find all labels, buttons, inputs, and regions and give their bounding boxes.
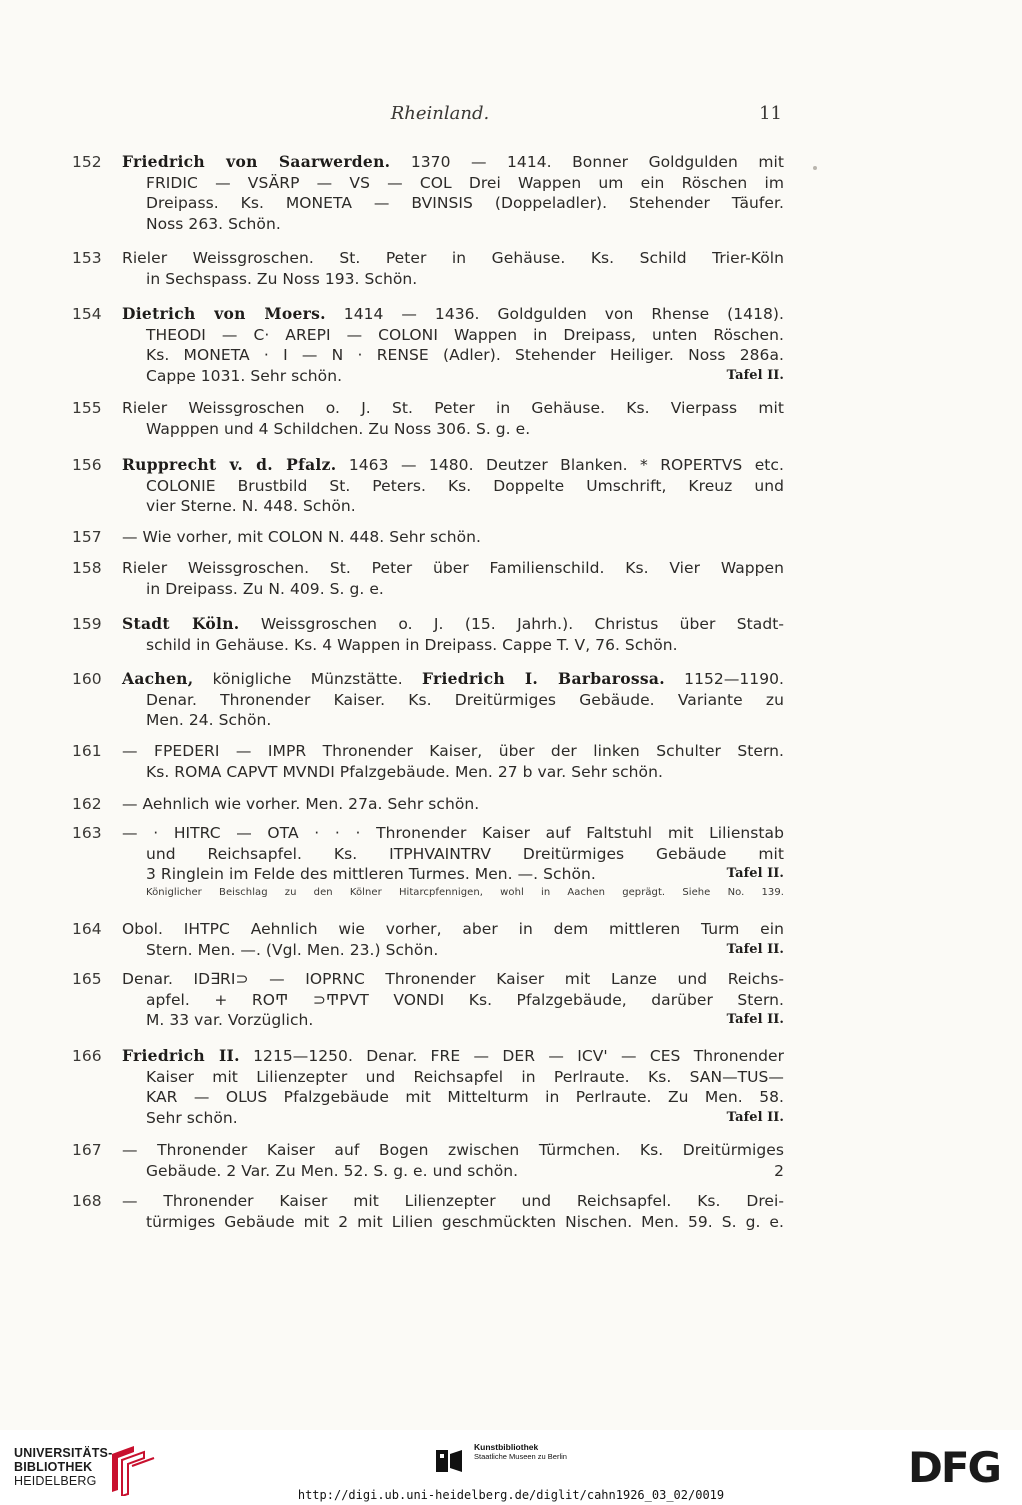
entry-line: KAR — OLUS Pfalzgebäude mit Mittelturm in Perlraute. Zu Men. 58. — [146, 1088, 784, 1107]
lot-count: 2 — [774, 1161, 784, 1180]
catalog-entry-152 — [72, 152, 784, 234]
dfg-logo[interactable] — [908, 1446, 1006, 1486]
entry-line: Denar. ID∃RI⊃ — IOPRNC Thronender Kaiser mit Lanze und Reichs- — [122, 970, 784, 988]
entry-text: Weissgroschen o. J. (15. Jahrh.). Christus über Stadt- — [260, 615, 784, 633]
entry-number: 166 — [72, 1047, 102, 1065]
ruler-name: Rupprecht v. d. Pfalz. — [122, 455, 337, 474]
library-name-line: HEIDELBERG — [14, 1474, 97, 1488]
entry-line: FRIDIC — VSÄRP — VS — COL Drei Wappen um ein Röschen im — [146, 173, 784, 192]
entry-line: Ks. ROMA CAPVT MVNDI Pfalzgebäude. Men. 27 b var. Sehr schön. — [146, 762, 663, 781]
catalog-entry-160 — [72, 669, 784, 731]
entry-number: 158 — [72, 559, 102, 577]
museum-name-line: Kunstbibliothek — [474, 1442, 539, 1452]
ruler-name: Friedrich II. — [122, 1046, 240, 1065]
plate-reference: Tafel II. — [726, 866, 784, 882]
plate-reference: Tafel II. — [726, 941, 784, 957]
footnote: Königlicher Beischlag zu den Kölner Hitarcpfennigen, wohl in Aachen geprägt. Siehe No. 139. — [146, 886, 784, 898]
entry-line: COLONIE Brustbild St. Peters. Ks. Doppelte Umschrift, Kreuz und — [146, 476, 784, 495]
entry-line: Ks. MONETA · I — N · RENSE (Adler). Stehender Heiliger. Noss 286a. — [146, 346, 784, 365]
entry-number: 161 — [72, 742, 102, 760]
ruler-name: Friedrich von Saarwerden. — [122, 152, 391, 171]
entry-line — [72, 1046, 784, 1067]
digitization-footer — [0, 1430, 1022, 1505]
entry-line: — Thronender Kaiser mit Lilienzepter und Reichsapfel. Ks. Drei- — [122, 1192, 784, 1210]
entry-line: THEODI — C· AREPI — COLONI Wappen in Dreipass, unten Röschen. — [146, 325, 784, 344]
catalog-entry-167 — [72, 1140, 784, 1181]
entry-text: 1414 — 1436. Goldgulden von Rhense (1418). — [343, 305, 784, 323]
entry-text: Cappe 1031. Sehr schön. — [146, 366, 343, 385]
entry-number: 165 — [72, 970, 102, 988]
dfg-logo-text: DFG — [908, 1446, 1001, 1486]
place-name: Stadt Köln. — [122, 614, 240, 633]
plate-reference: Tafel II. — [726, 1109, 784, 1125]
ruler-name: Friedrich I. Barbarossa. — [421, 669, 665, 688]
library-name-line: UNIVERSITÄTS- — [14, 1446, 113, 1460]
entry-line: — Aehnlich wie vorher. Men. 27a. Sehr schön. — [122, 795, 480, 813]
entry-line: und Reichsapfel. Ks. ITPHVAINTRV Dreitürmiges Gebäude mit — [146, 844, 784, 863]
entry-line — [72, 614, 784, 635]
catalog-entry-166 — [72, 1046, 784, 1128]
entry-line: Wapppen und 4 Schildchen. Zu Noss 306. S. g. e. — [146, 419, 531, 438]
plate-reference: Tafel II. — [726, 1012, 784, 1028]
entry-line: in Dreipass. Zu N. 409. S. g. e. — [146, 579, 384, 598]
kunstbibliothek-logo[interactable] — [434, 1442, 594, 1476]
library-name-line: BIBLIOTHEK — [14, 1460, 93, 1474]
entry-line — [72, 864, 784, 885]
catalog-entry-161 — [72, 741, 784, 782]
place-name: Aachen, — [122, 669, 194, 688]
entry-line: Rieler Weissgroschen. St. Peter in Gehäuse. Ks. Schild Trier-Köln — [122, 249, 784, 267]
entry-number: 160 — [72, 670, 102, 688]
plate-reference: Tafel II. — [726, 367, 784, 383]
entry-line: — FPEDERI — IMPR Thronender Kaiser, über der linken Schulter Stern. — [122, 742, 784, 760]
catalog-entry-168 — [72, 1191, 784, 1232]
paper-speck — [813, 166, 817, 170]
entry-number: 156 — [72, 456, 102, 474]
entry-number: 153 — [72, 249, 102, 267]
catalog-entry-158 — [72, 558, 784, 599]
entry-line: Men. 24. Schön. — [146, 711, 272, 730]
entry-line: vier Sterne. N. 448. Schön. — [146, 497, 356, 516]
entry-line — [72, 1010, 784, 1031]
entry-line: Obol. IHTPC Aehnlich wie vorher, aber in dem mittleren Turm ein — [122, 920, 784, 938]
entry-line — [72, 1108, 784, 1129]
entry-line — [72, 152, 784, 173]
entry-line: in Sechspass. Zu Noss 193. Schön. — [146, 269, 418, 288]
catalog-entry-163 — [72, 823, 784, 900]
catalog-entry-159 — [72, 614, 784, 655]
entry-text: 1152—1190. — [684, 670, 784, 688]
entry-line: — · HITRC — OTA · · · Thronender Kaiser auf Faltstuhl mit Lilienstab — [122, 824, 784, 842]
entry-line: Rieler Weissgroschen o. J. St. Peter in Gehäuse. Ks. Vierpass mit — [122, 399, 784, 417]
entry-text: Sehr schön. — [146, 1108, 238, 1127]
entry-line — [72, 304, 784, 325]
entry-line: Noss 263. Schön. — [146, 214, 281, 233]
entry-line — [72, 669, 784, 690]
entry-line: apfel. + ROͲ ⊃ͲPVT VONDI Ks. Pfalzgebäude, darüber Stern. — [146, 990, 784, 1009]
entry-line — [72, 940, 784, 961]
catalog-entry-154 — [72, 304, 784, 386]
entry-line: — Thronender Kaiser auf Bogen zwischen Türmchen. Ks. Dreitürmiges — [122, 1141, 784, 1159]
ruler-name: Dietrich von Moers. — [122, 304, 326, 323]
entry-line: Kaiser mit Lilienzepter und Reichsapfel in Perlraute. Ks. SAN—TUS— — [146, 1067, 784, 1086]
library-name — [14, 1446, 112, 1488]
entry-text: Stern. Men. —. (Vgl. Men. 23.) Schön. — [146, 940, 439, 959]
catalog-entry-155 — [72, 398, 784, 439]
entry-line: türmiges Gebäude mit 2 mit Lilien geschmückten Nischen. Men. 59. S. g. e. — [146, 1212, 784, 1231]
entry-text: 1463 — 1480. Deutzer Blanken. * ROPERTVS etc. — [348, 456, 784, 474]
entry-number: 163 — [72, 824, 102, 842]
permalink-url[interactable]: http://digi.ub.uni-heidelberg.de/diglit/cahn1926_03_02/0019 — [297, 1488, 725, 1502]
entry-text: Gebäude. 2 Var. Zu Men. 52. S. g. e. und schön. — [146, 1161, 519, 1180]
entry-number: 167 — [72, 1141, 102, 1159]
entry-text: 3 Ringlein im Felde des mittleren Turmes. Men. —. Schön. — [146, 865, 596, 884]
entry-number: 157 — [72, 528, 102, 546]
entry-line: Denar. Thronender Kaiser. Ks. Dreitürmiges Gebäude. Variante zu — [146, 690, 784, 709]
page-number: 11 — [759, 103, 782, 124]
entry-text: königliche Münzstätte. — [212, 670, 403, 688]
entry-number: 159 — [72, 615, 102, 633]
entry-text: 1370 — 1414. Bonner Goldgulden mit — [410, 153, 784, 171]
running-header-title: Rheinland. — [390, 103, 490, 124]
entry-line — [72, 1161, 784, 1182]
museum-name-line: Staatliche Museen zu Berlin — [474, 1452, 567, 1461]
entry-line: — Wie vorher, mit COLON N. 448. Sehr schön. — [122, 528, 481, 546]
entry-line — [72, 455, 784, 476]
entry-text: 1215—1250. Denar. FRE — DER — ICV' — CES Thronender — [253, 1047, 785, 1065]
museum-eagle-icon — [434, 1446, 464, 1476]
entry-number: 152 — [72, 153, 102, 171]
entry-line — [72, 366, 784, 387]
entry-number: 168 — [72, 1192, 102, 1210]
catalog-entry-156 — [72, 455, 784, 517]
entry-number: 162 — [72, 795, 102, 813]
catalog-entry-153 — [72, 248, 784, 289]
entry-number: 164 — [72, 920, 102, 938]
entry-line: Rieler Weissgroschen. St. Peter über Familienschild. Ks. Vier Wappen — [122, 559, 784, 577]
entry-text: M. 33 var. Vorzüglich. — [146, 1011, 314, 1030]
catalog-entry-162 — [72, 794, 784, 815]
entry-number: 155 — [72, 399, 102, 417]
entry-number: 154 — [72, 305, 102, 323]
catalog-entry-164 — [72, 919, 784, 960]
museum-name — [474, 1442, 567, 1462]
entry-line: Dreipass. Ks. MONETA — BVINSIS (Doppeladler). Stehender Täufer. — [146, 194, 784, 213]
entry-line: schild in Gehäuse. Ks. 4 Wappen in Dreipass. Cappe T. V, 76. Schön. — [146, 635, 678, 654]
catalog-entry-157 — [72, 527, 784, 548]
catalog-entry-165 — [72, 969, 784, 1031]
